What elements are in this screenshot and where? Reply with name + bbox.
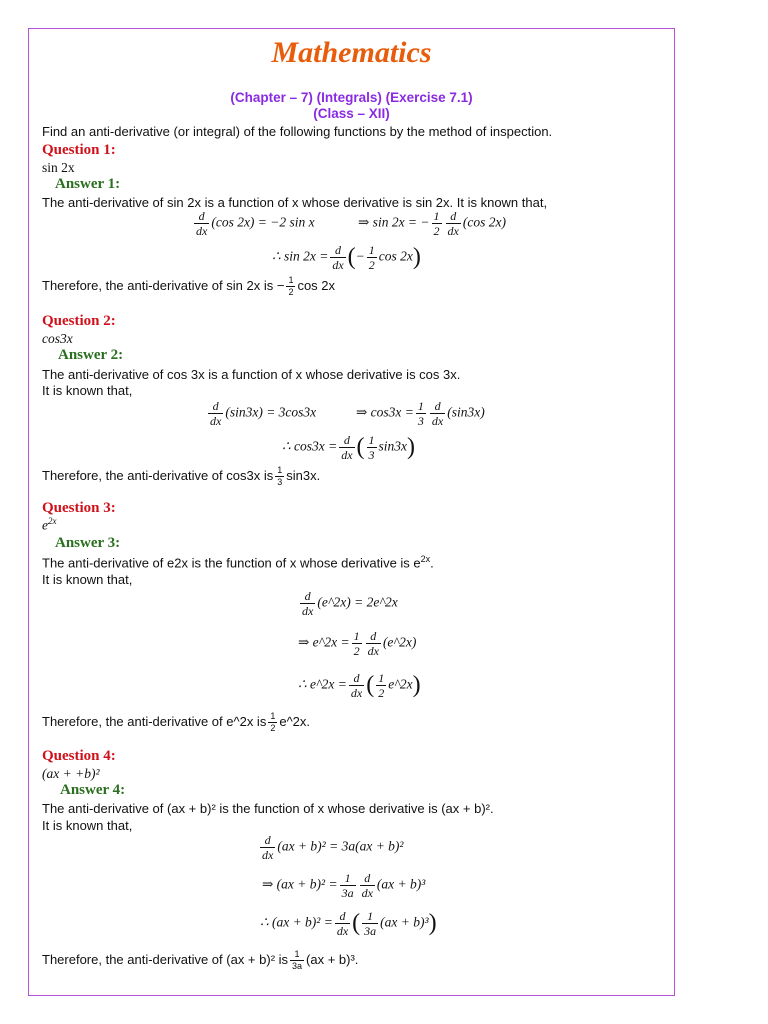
question-1-function: sin 2x [42, 160, 75, 175]
answer-1-heading: Answer 1: [55, 176, 121, 192]
answer-1-equation-3: ∴ sin 2x = $\frac{d}{dx}$ (− $\frac{1}{2}$ cos 2x) [272, 243, 421, 272]
answer-4-heading: Answer 4: [60, 782, 126, 798]
answer-3-intro: The anti-derivative of e2x is the function of x whose derivative is $e^{2x}$. [42, 554, 434, 571]
answer-4-equation-3: ∴ (ax + b)² = $\frac{d}{dx}$ ( $\frac{1}{3a}$ (ax + b)³) [260, 909, 437, 938]
answer-3-known: It is known that, [42, 572, 133, 587]
question-4-heading: Question 4: [42, 748, 116, 764]
answer-1-intro: The anti-derivative of sin 2x is a function of x whose derivative is sin 2x. It is known that, [42, 195, 548, 210]
answer-1-equation-2: ⇒ sin 2x = − $\frac{1}{2}$ $\frac{d}{dx}$ (cos 2x) [358, 209, 506, 238]
answer-2-equation-3: ∴ cos3x = $\frac{d}{dx}$ ( $\frac{1}{3}$ sin3x) [282, 433, 416, 462]
answer-3-equation-3: ∴ e^2x = $\frac{d}{dx}$ ( $\frac{1}{2}$ e^2x) [298, 671, 421, 700]
page-title: Mathematics [271, 36, 432, 69]
answer-4-conclusion: Therefore, the anti-derivative of (ax + b)² is $\frac{1}{3a}$ (ax + b)³. [42, 949, 359, 971]
answer-4-intro: The anti-derivative of (ax + b)² is the function of x whose derivative is (ax + b)². [42, 801, 494, 816]
answer-2-heading: Answer 2: [58, 347, 124, 363]
question-3-function: $e^{2x}$ [42, 516, 57, 533]
instruction-text: Find an anti-derivative (or integral) of the following functions by the method of inspection. [42, 124, 553, 139]
answer-4-equation-1: $\frac{d}{dx}$ (ax + b)² = 3a(ax + b)² [262, 833, 404, 862]
question-1-heading: Question 1: [42, 142, 116, 158]
answer-3-conclusion: Therefore, the anti-derivative of e^2x is $\frac{1}{2}$ e^2x. [42, 711, 311, 733]
class-heading: (Class – XII) [313, 106, 390, 121]
answer-3-equation-1: $\frac{d}{dx}$ (e^2x) = 2e^2x [302, 589, 398, 618]
answer-2-intro: The anti-derivative of cos 3x is a function of x whose derivative is cos 3x. [42, 367, 461, 382]
answer-3-heading: Answer 3: [55, 535, 121, 551]
question-4-function: (ax + +b)² [42, 766, 100, 781]
answer-2-conclusion: Therefore, the anti-derivative of cos3x is $\frac{1}{3}$ sin3x. [42, 465, 321, 487]
question-3-heading: Question 3: [42, 500, 116, 516]
answer-3-equation-2: ⇒ e^2x = $\frac{1}{2}$ $\frac{d}{dx}$ (e^2x) [298, 629, 417, 658]
question-2-heading: Question 2: [42, 313, 116, 329]
answer-1-equation-1: $\frac{d}{dx}$ (cos 2x) = −2 sin x [196, 209, 315, 238]
chapter-heading: (Chapter – 7) (Integrals) (Exercise 7.1) [230, 90, 473, 105]
question-2-function: cos3x [42, 331, 73, 346]
answer-1-conclusion: Therefore, the anti-derivative of sin 2x is − $\frac{1}{2}$ cos 2x [42, 275, 336, 297]
answer-2-known: It is known that, [42, 383, 133, 398]
answer-4-known: It is known that, [42, 818, 133, 833]
answer-4-equation-2: ⇒ (ax + b)² = $\frac{1}{3a}$ $\frac{d}{dx}$ (ax + b)³ [262, 871, 426, 900]
answer-2-equation-1: $\frac{d}{dx}$ (sin3x) = 3cos3x [210, 399, 317, 428]
answer-2-equation-2: ⇒ cos3x = $\frac{1}{3}$ $\frac{d}{dx}$ (sin3x) [356, 399, 485, 428]
